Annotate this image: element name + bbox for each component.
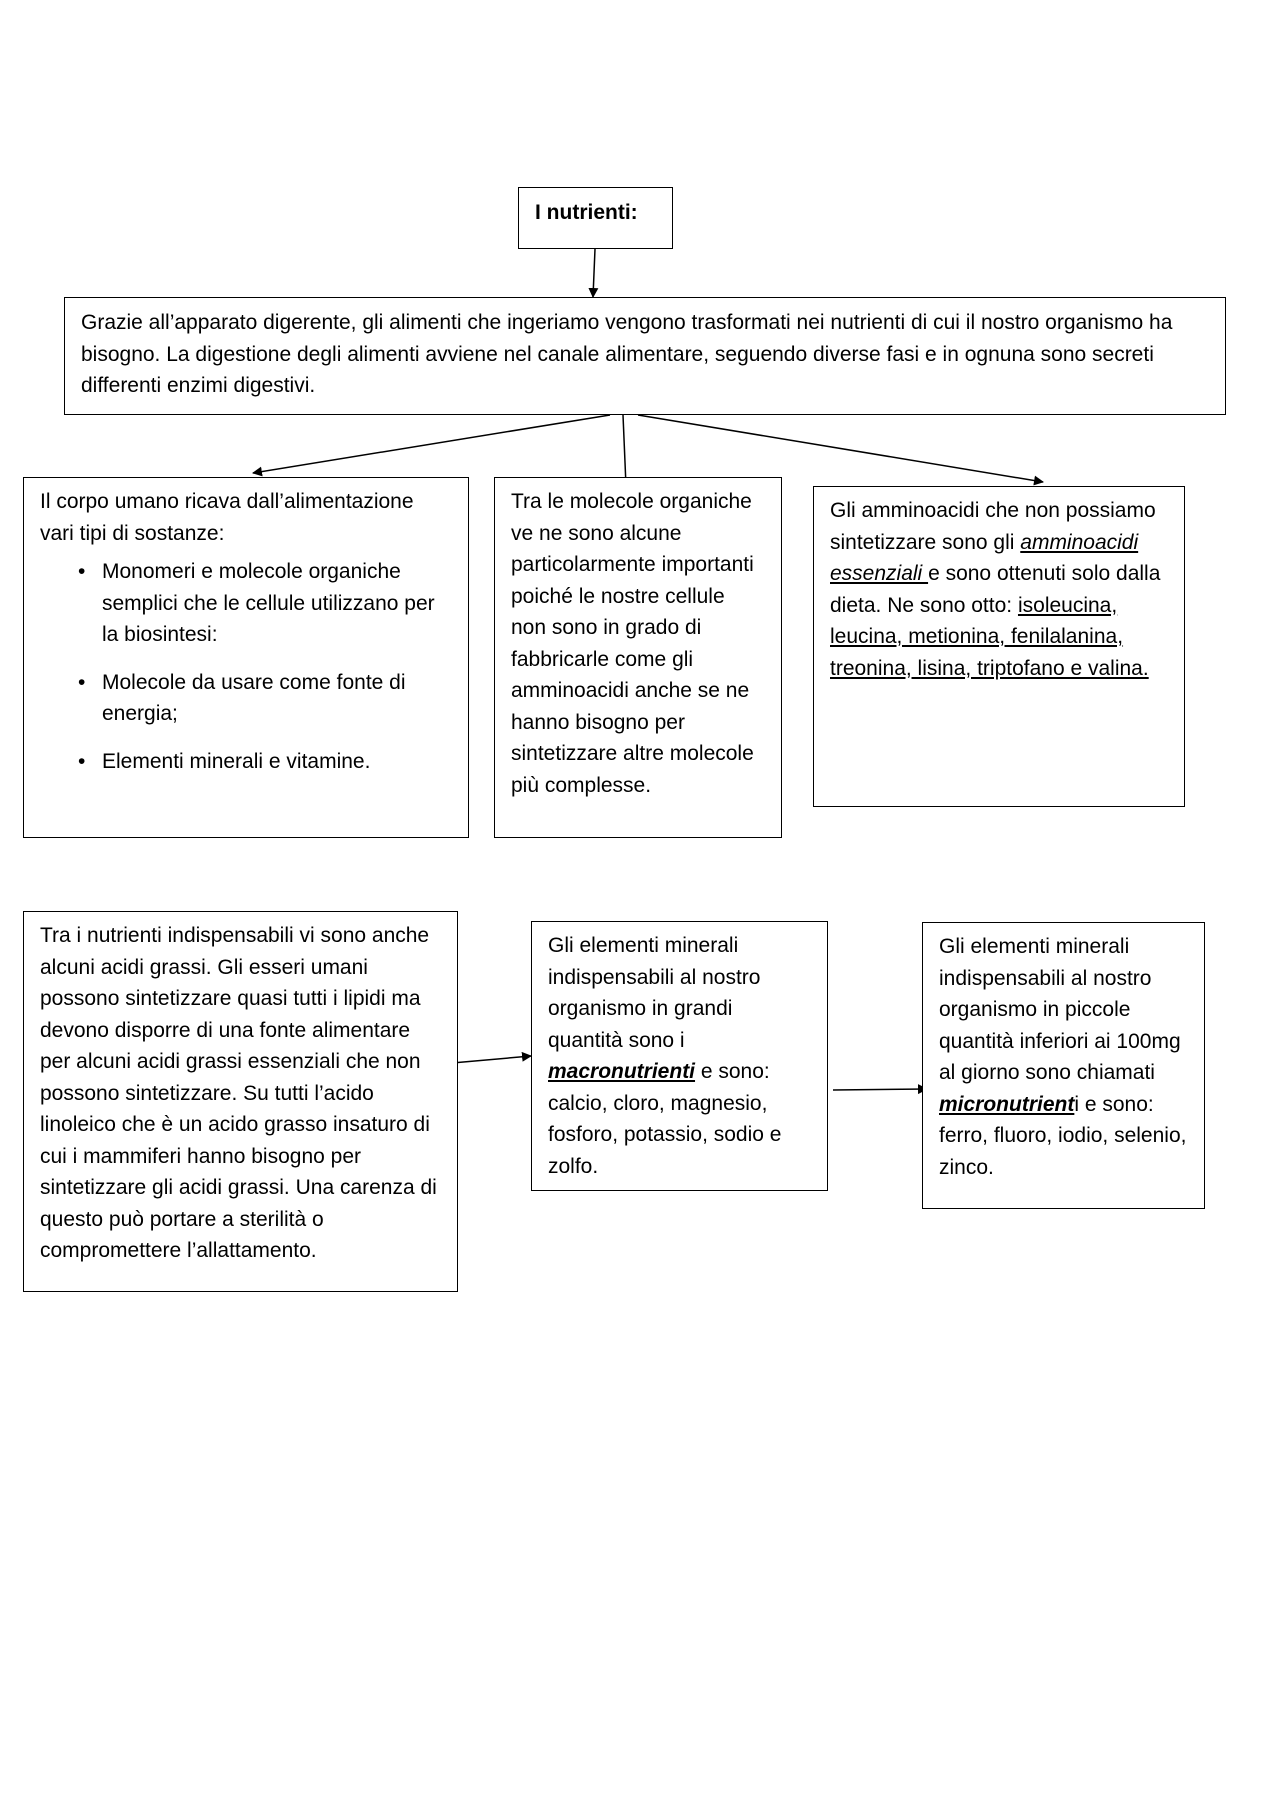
list-item-text: Molecole da usare come fonte di energia; [102,670,406,725]
intro-text: Grazie all’apparato digerente, gli alimenti che ingeriamo vengono trasformati nei nutrienti di cui il nostro organismo ha bisogno. La digestione degli alimenti avviene nel canale alimentare, seguendo diverse fasi e in ognuna sono secreti differenti enzimi digestivi. [81,311,1173,397]
corpo-list [40,556,452,777]
title-text: I nutrienti: [535,201,638,224]
macronutrienti-text-before: Gli elementi minerali indispensabili al nostro organismo in grandi quantità sono i [548,934,761,1052]
arrow-intro-to-amminoacidi [638,415,1043,482]
bullet-icon: • [78,749,86,773]
micronutrienti-box [922,922,1205,1209]
acidi-grassi-text: Tra i nutrienti indispensabili vi sono anche alcuni acidi grassi. Gli esseri umani possono sintetizzare quasi tutti i lipidi ma devono disporre di una fonte alimentare per alcuni acidi grassi essenziali che non possono sintetizzare. Su tutti l’acido linoleico che è un acido grasso insaturo di cui i mammiferi hanno bisogno per sintetizzare gli acidi grassi. Una carenza di questo può portare a sterilità o compromettere l’allattamento. [40,924,437,1262]
list-item-text: Elementi minerali e vitamine. [102,749,371,773]
macronutrienti-text [548,930,811,1182]
acidi-grassi-box [23,911,458,1292]
macronutrienti-box [531,921,828,1191]
arrow-title-to-intro [593,249,595,297]
arrow-macro-to-micro [833,1089,927,1090]
intro-box [64,297,1226,415]
micronutrienti-term: micronutrient [939,1092,1075,1116]
arrow-intro-to-corpo [253,415,610,473]
arrow-intro-to-molecole [623,415,626,486]
amminoacidi-essenziali-term: amminoacidi essenziali [830,530,1139,585]
list-item [40,746,452,778]
amminoacidi-text-after: e sono ottenuti solo dalla dieta. Ne sono otto: [830,562,1161,617]
amminoacidi-list: isoleucina, leucina, metionina, fenilalanina, treonina, lisina, triptofano e valina. [830,593,1149,680]
macronutrienti-text-after: e sono: calcio, cloro, magnesio, fosforo, potassio, sodio e zolfo. [548,1060,782,1178]
amminoacidi-text [830,495,1168,684]
list-item [40,556,452,651]
list-item-text: Monomeri e molecole organiche semplici che le cellule utilizzano per la biosintesi: [102,560,435,646]
micronutrienti-text-before: Gli elementi minerali indispensabili al nostro organismo in piccole quantità inferiori ai 100mg al giorno sono chiamati [939,935,1181,1084]
corpo-box [23,477,469,838]
amminoacidi-text-before: Gli amminoacidi che non possiamo sintetizzare sono gli [830,499,1156,554]
micronutrienti-text-after: i e sono: ferro, fluoro, iodio, selenio, zinco. [939,1092,1187,1179]
bullet-icon: • [78,670,86,694]
macronutrienti-term: macronutrienti [548,1060,696,1083]
corpo-intro-text: Il corpo umano ricava dall’alimentazione vari tipi di sostanze: [40,490,414,545]
micronutrienti-text [939,931,1188,1183]
molecole-text: Tra le molecole organiche ve ne sono alcune particolarmente importanti poiché le nostre cellule non sono in grado di fabbricarle come gli amminoacidi anche se ne hanno bisogno per sintetizzare altre molecole più complesse. [511,490,754,797]
amminoacidi-box [813,486,1185,807]
title-box [518,187,673,249]
list-item [40,667,452,730]
arrow-grassi-to-macro [452,1056,531,1063]
molecole-box [494,477,782,838]
bullet-icon: • [78,560,86,583]
